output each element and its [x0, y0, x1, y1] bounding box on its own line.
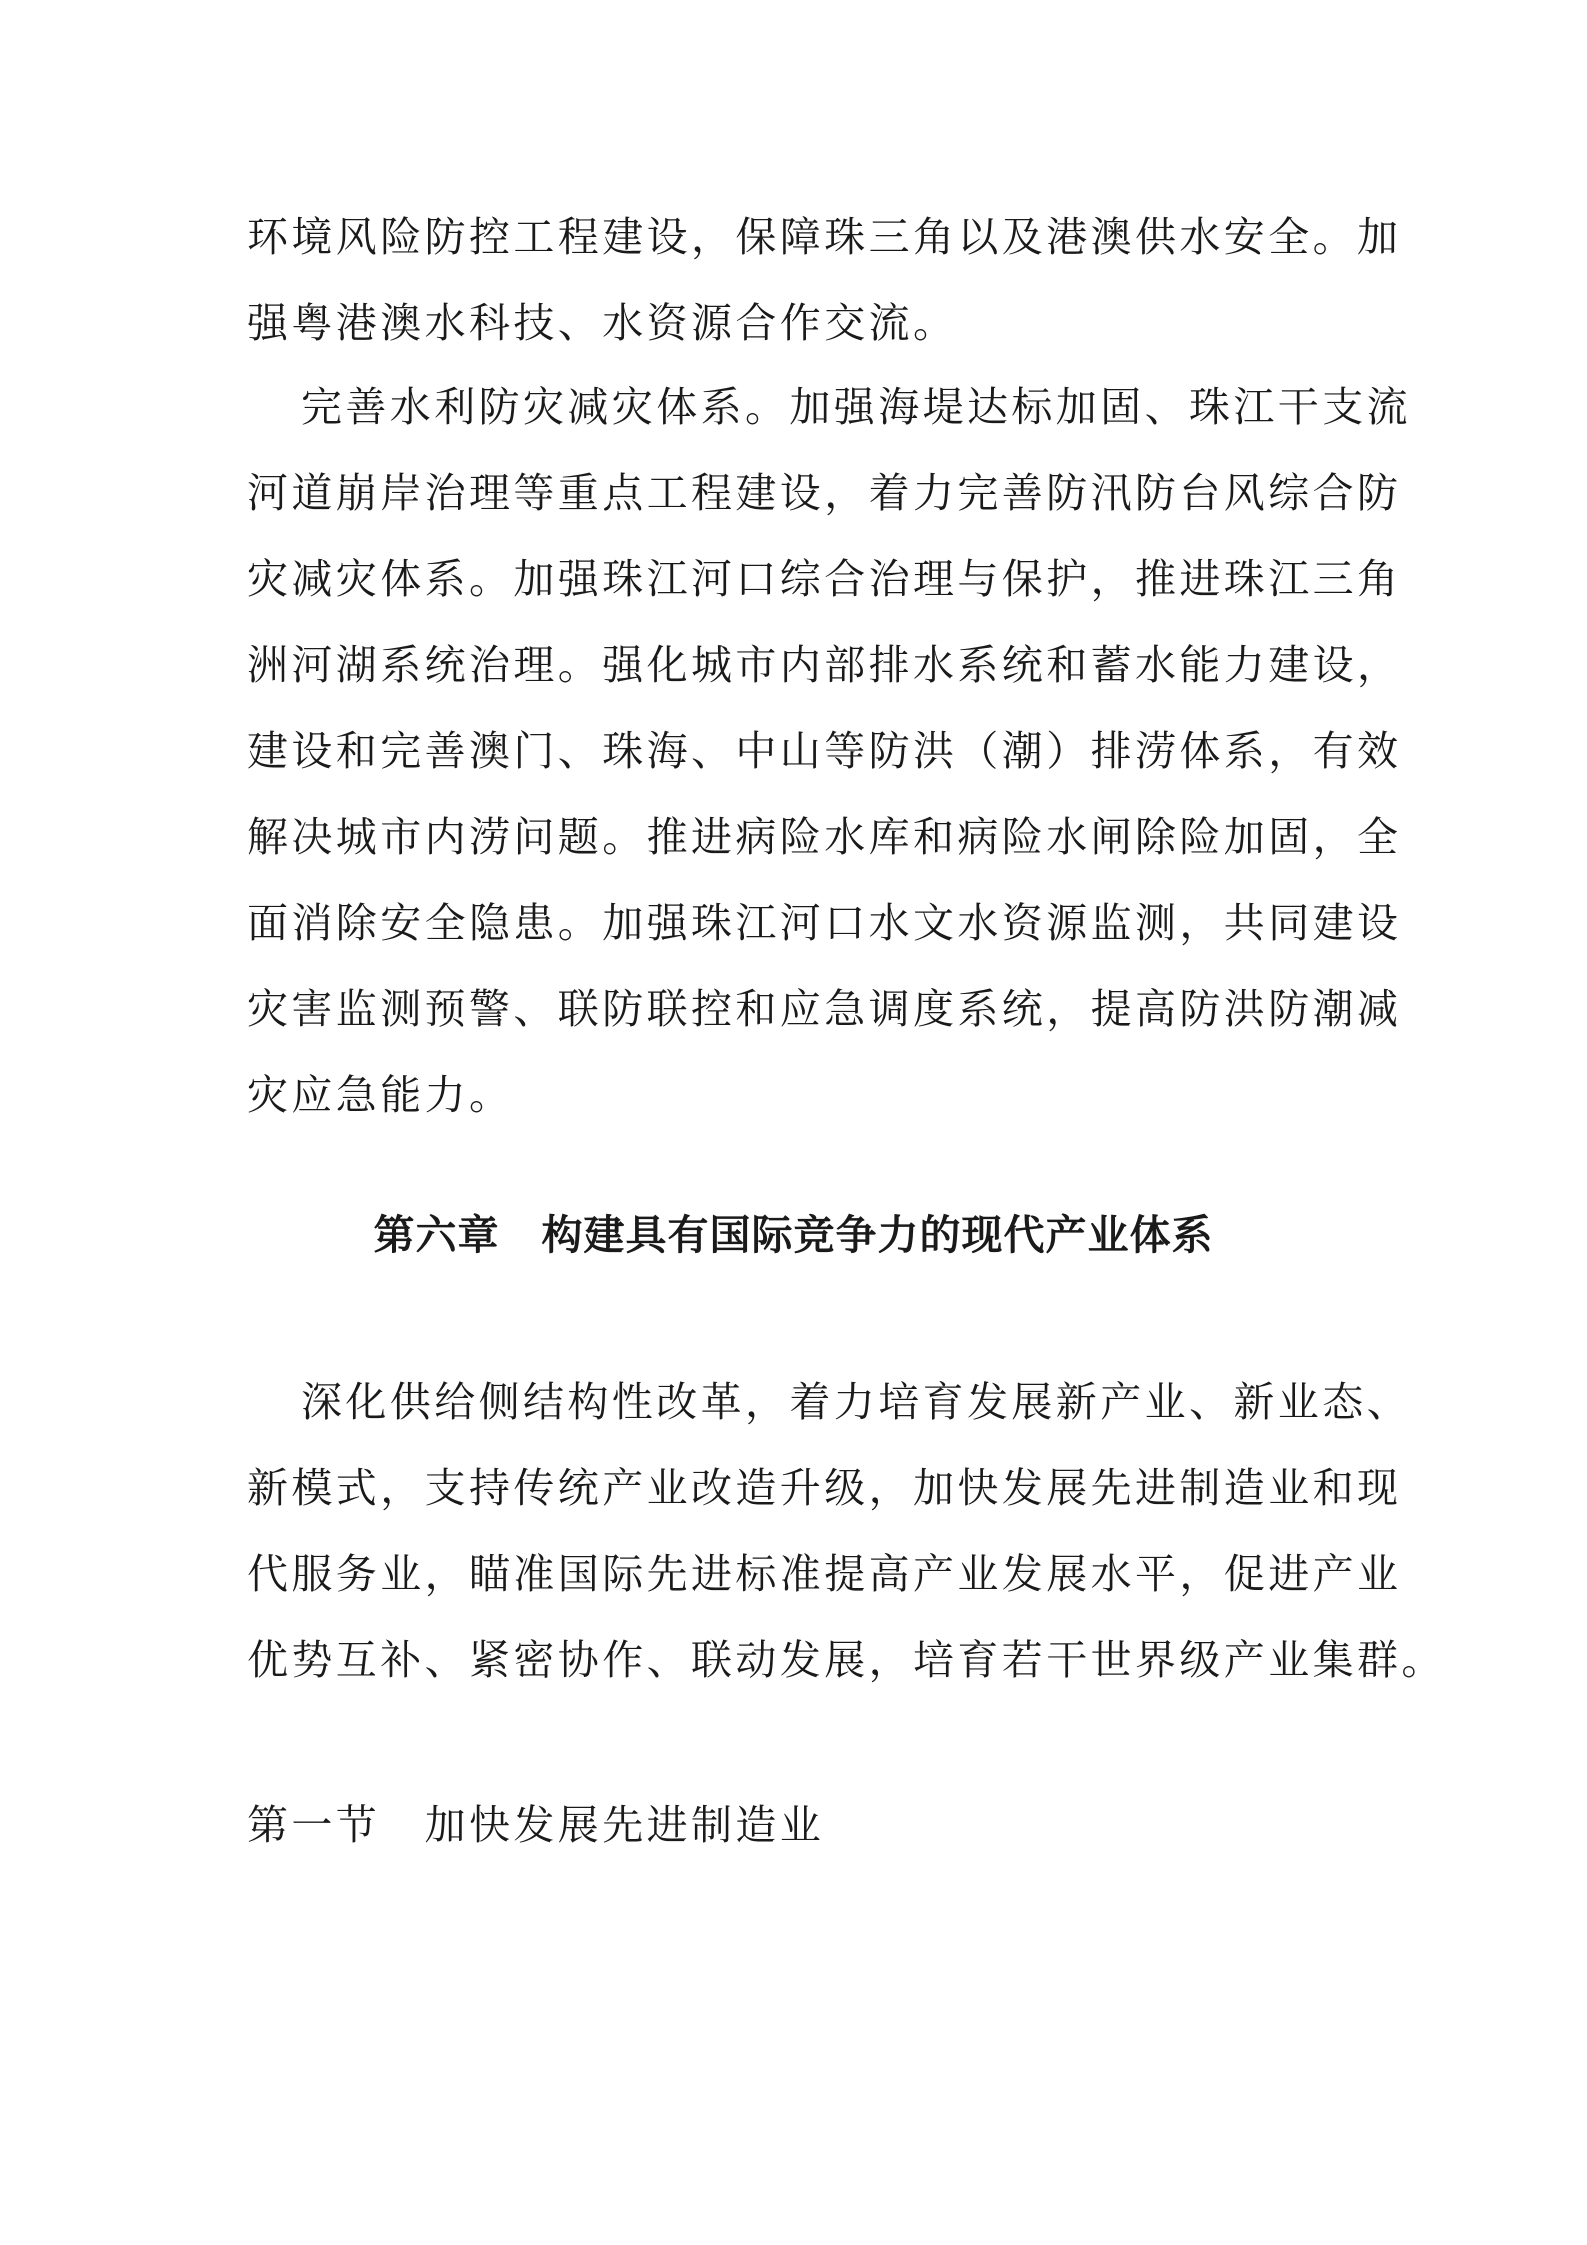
paragraph-line: 代服务业，瞄准国际先进标准提高产业发展水平，促进产业: [247, 1550, 1402, 1598]
paragraph-line: 环境风险防控工程建设，保障珠三角以及港澳供水安全。加: [247, 213, 1402, 261]
paragraph-line: 洲河湖系统治理。强化城市内部排水系统和蓄水能力建设，: [247, 641, 1402, 689]
section-heading: 第一节 加快发展先进制造业: [247, 1801, 825, 1849]
paragraph-line: 完善水利防灾减灾体系。加强海堤达标加固、珠江干支流: [301, 383, 1411, 431]
paragraph-line: 灾应急能力。: [247, 1071, 514, 1119]
paragraph-line: 建设和完善澳门、珠海、中山等防洪（潮）排涝体系，有效: [247, 727, 1402, 775]
chapter-heading: 第六章 构建具有国际竞争力的现代产业体系: [373, 1211, 1214, 1259]
paragraph-line: 面消除安全隐患。加强珠江河口水文水资源监测，共同建设: [247, 899, 1402, 947]
paragraph-line: 优势互补、紧密协作、联动发展，培育若干世界级产业集群。: [247, 1636, 1446, 1684]
paragraph-line: 灾减灾体系。加强珠江河口综合治理与保护，推进珠江三角: [247, 555, 1402, 603]
paragraph-line: 河道崩岸治理等重点工程建设，着力完善防汛防台风综合防: [247, 469, 1402, 517]
paragraph-line: 灾害监测预警、联防联控和应急调度系统，提高防洪防潮减: [247, 985, 1402, 1033]
paragraph-industrial-system: [247, 1359, 1446, 1703]
paragraph-line: 新模式，支持传统产业改造升级，加快发展先进制造业和现: [247, 1464, 1402, 1512]
paragraph-disaster-prevention: [247, 364, 1411, 1138]
paragraph-line: 强粤港澳水科技、水资源合作交流。: [247, 299, 958, 347]
paragraph-line: 深化供给侧结构性改革，着力培育发展新产业、新业态、: [301, 1378, 1411, 1426]
paragraph-line: 解决城市内涝问题。推进病险水库和病险水闸除险加固，全: [247, 813, 1402, 861]
paragraph-water-security-continued: [247, 194, 1402, 366]
